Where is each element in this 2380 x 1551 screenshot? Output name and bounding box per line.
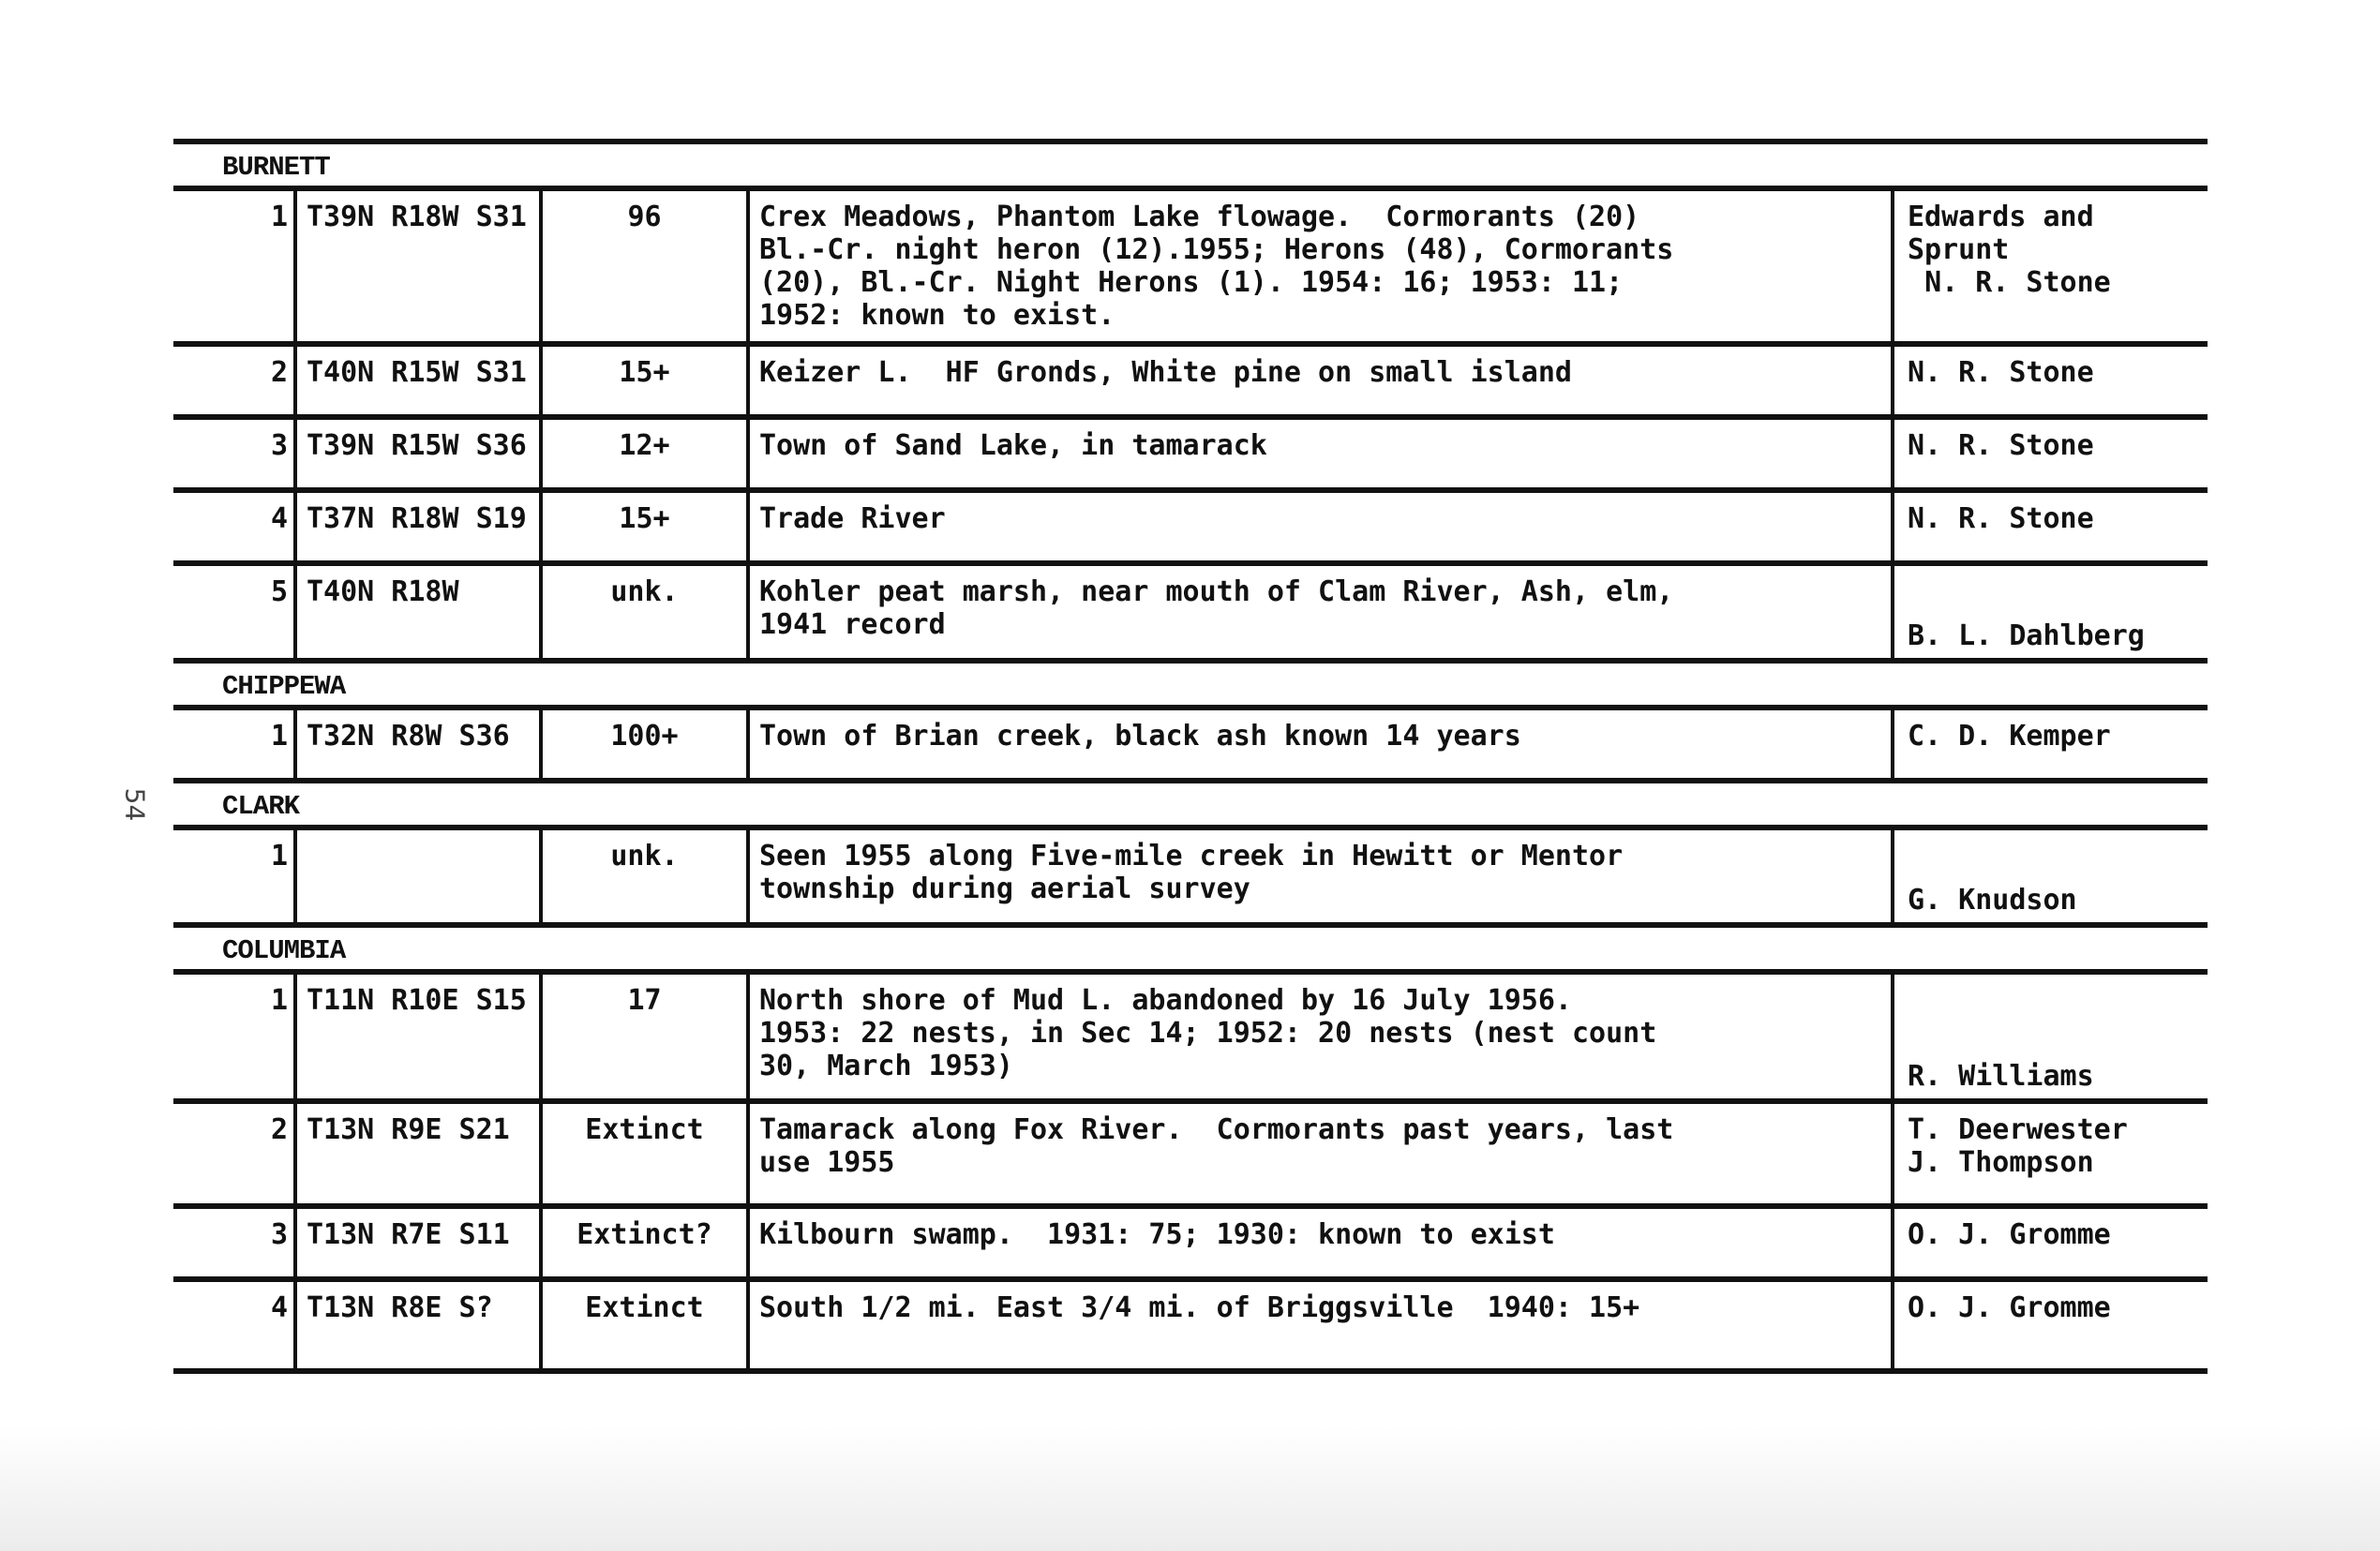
legal-location: T40N R15W S31	[293, 347, 539, 414]
site-description: Crex Meadows, Phantom Lake flowage. Cormorants (20) Bl.-Cr. night heron (12).1955; Herons (48), Cormorants (20), Bl.-Cr. Night Herons (1). 1954: 16; 1953: 11; 1952: known to exist.	[746, 191, 1891, 341]
observer-cell	[1891, 1282, 2208, 1368]
entry-number: 3	[270, 1218, 288, 1251]
observer-name: R. Williams	[1908, 1060, 2094, 1093]
nest-count: 96	[539, 191, 746, 341]
county-rows	[173, 825, 2208, 928]
county-section	[173, 139, 2208, 664]
observer-cell	[1891, 975, 2208, 1098]
table-row	[173, 975, 2208, 1104]
legal-location: T37N R18W S19	[293, 493, 539, 560]
table-row	[173, 191, 2208, 347]
entry-number: 2	[270, 1113, 288, 1146]
table-row	[173, 1209, 2208, 1282]
legal-location: T40N R18W	[293, 566, 539, 658]
site-description: North shore of Mud L. abandoned by 16 July 1956. 1953: 22 nests, in Sec 14; 1952: 20 nests (nest count 30, March 1953)	[746, 975, 1891, 1098]
entry-number: 1	[270, 720, 288, 753]
county-name: CHIPPEWA	[222, 671, 346, 702]
observer-name: B. L. Dahlberg	[1908, 619, 2145, 652]
county-rows	[173, 705, 2208, 783]
entry-number: 1	[270, 201, 288, 233]
entry-number: 3	[270, 429, 288, 462]
nest-count: 15+	[539, 347, 746, 414]
table-row	[173, 420, 2208, 493]
site-description: Kohler peat marsh, near mouth of Clam River, Ash, elm, 1941 record	[746, 566, 1891, 658]
table-row	[173, 566, 2208, 664]
legal-location: T11N R10E S15	[293, 975, 539, 1098]
legal-location: T13N R8E S?	[293, 1282, 539, 1368]
entry-number: 4	[270, 1291, 288, 1324]
nest-count: 17	[539, 975, 746, 1098]
nest-count: unk.	[539, 830, 746, 922]
observer-cell	[1891, 347, 2208, 414]
nest-count: Extinct?	[539, 1209, 746, 1276]
observer-name: N. R. Stone	[1908, 356, 2094, 389]
entry-number: 1	[270, 984, 288, 1017]
nest-count: Extinct	[539, 1104, 746, 1203]
observer-cell	[1891, 420, 2208, 487]
site-description: Keizer L. HF Gronds, White pine on small island	[746, 347, 1891, 414]
county-rows	[173, 186, 2208, 664]
entry-number: 5	[270, 575, 288, 608]
county-name: COLUMBIA	[222, 935, 346, 966]
nest-count: Extinct	[539, 1282, 746, 1368]
county-name: CLARK	[222, 791, 300, 822]
nest-count: 12+	[539, 420, 746, 487]
county-section	[173, 664, 2208, 783]
entry-number: 2	[270, 356, 288, 389]
table-row	[173, 830, 2208, 928]
observer-name: C. D. Kemper	[1908, 720, 2111, 753]
table-row	[173, 710, 2208, 783]
site-description: Trade River	[746, 493, 1891, 560]
county-name: BURNETT	[222, 152, 330, 183]
observer-cell	[1891, 830, 2208, 922]
nest-count: 100+	[539, 710, 746, 778]
nest-count: 15+	[539, 493, 746, 560]
table-row	[173, 1282, 2208, 1374]
legal-location: T32N R8W S36	[293, 710, 539, 778]
observer-name: O. J. Gromme	[1908, 1291, 2111, 1324]
observer-name: T. Deerwester J. Thompson	[1908, 1113, 2128, 1179]
observer-name: N. R. Stone	[1908, 502, 2094, 535]
entry-number: 4	[270, 502, 288, 535]
observer-cell	[1891, 1104, 2208, 1203]
observer-name: Edwards and Sprunt N. R. Stone	[1908, 201, 2111, 299]
site-description: Town of Sand Lake, in tamarack	[746, 420, 1891, 487]
table-row	[173, 1104, 2208, 1209]
county-section	[173, 928, 2208, 1374]
legal-location	[293, 830, 539, 922]
table-row	[173, 347, 2208, 420]
observer-name: N. R. Stone	[1908, 429, 2094, 462]
site-description: Seen 1955 along Five-mile creek in Hewitt or Mentor township during aerial survey	[746, 830, 1891, 922]
legal-location: T13N R7E S11	[293, 1209, 539, 1276]
observer-cell	[1891, 191, 2208, 341]
observer-cell	[1891, 493, 2208, 560]
observer-cell	[1891, 566, 2208, 658]
legal-location: T13N R9E S21	[293, 1104, 539, 1203]
observer-cell	[1891, 1209, 2208, 1276]
nest-count: unk.	[539, 566, 746, 658]
observer-name: G. Knudson	[1908, 884, 2077, 917]
legal-location: T39N R18W S31	[293, 191, 539, 341]
county-rows	[173, 969, 2208, 1374]
heronry-table	[173, 139, 2208, 1374]
table-row	[173, 493, 2208, 566]
site-description: South 1/2 mi. East 3/4 mi. of Briggsville 1940: 15+	[746, 1282, 1891, 1368]
site-description: Town of Brian creek, black ash known 14 years	[746, 710, 1891, 778]
observer-name: O. J. Gromme	[1908, 1218, 2111, 1251]
page-number: 54	[119, 787, 151, 822]
observer-cell	[1891, 710, 2208, 778]
legal-location: T39N R15W S36	[293, 420, 539, 487]
county-section	[173, 783, 2208, 928]
entry-number: 1	[270, 840, 288, 872]
site-description: Kilbourn swamp. 1931: 75; 1930: known to exist	[746, 1209, 1891, 1276]
site-description: Tamarack along Fox River. Cormorants past years, last use 1955	[746, 1104, 1891, 1203]
